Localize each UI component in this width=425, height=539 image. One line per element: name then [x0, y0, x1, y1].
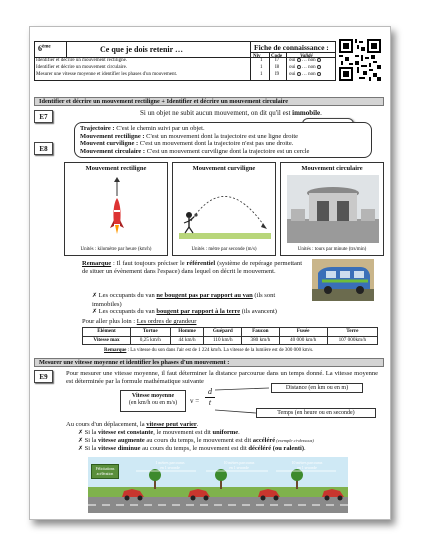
fiche-title: Fiche de connaissance : [254, 43, 329, 52]
segment-label: 10 mètres parcourus en 1 seconde [223, 461, 255, 470]
segment-label: 1 mètres parcourus en 1 seconde [155, 461, 185, 470]
objective-text: Identifier et décrire un mouvement circulaire. [36, 65, 128, 70]
speed-box: Vitesse moyenne (en km/h ou en m/s) [120, 390, 186, 412]
cross-icon: ✗ [78, 430, 84, 436]
cross-icon: ✗ [78, 438, 84, 444]
immobile-statement: Si un objet ne subit aucun mouvement, on dit qu'il est immobile. [140, 109, 322, 117]
e9-badge: E9 [34, 370, 53, 383]
phases-intro: Au cours d'un déplacement, la vitesse peut varier. [66, 421, 199, 428]
van-photo-icon [312, 259, 374, 301]
bullet-occupants-1: ✗ Les occupants du van ne bougent pas par rapport au van (ils sont immobiles) [92, 292, 276, 308]
phase-decelere: ✗ Si la vitesse diminue au cours du temps, le mouvement est dit décéléré (ou ralenti). [78, 445, 306, 452]
segment-label: 10 mètres parcourus en 1 seconde [291, 461, 323, 470]
speed-table [82, 327, 378, 345]
speed-equation: v = [190, 397, 200, 405]
cross-icon: ✗ [92, 293, 98, 299]
panel-circulaire: Mouvement circulaire Unités : tours par minute (trs/min) [280, 162, 384, 256]
col-niv: Niv [253, 54, 261, 59]
col-valide: Validé [300, 54, 313, 59]
fraction: d t [205, 387, 215, 408]
definitions-list [80, 125, 370, 155]
section-heading-1: Identifier et décrire un mouvement rectiligne + Identifier et décrire un mouvement circulaire [34, 97, 384, 106]
definition-item: Mouvement rectiligne : C'est un mouvement dont la trajectoire est une ligne droite [80, 132, 299, 140]
knowledge-sheet: 6ème Ce que je dois retenir … Fiche de connaissance : Niv Code Validé Identifier et décrire un mouvement rectiligne. Identifier et décrire un mouvement circulaire. Mesurer une vitesse moyenne et identifier les phases d'un mouvement. 1 1 1 I7 I8 I9 oui … non oui … non oui … non Identifier et décrire un mouvement rectiligne + Identifier et décrire un mouvement circulaire E7 Si un objet ne subit aucun mouvement, on dit qu'il est immobile. E8 Trajectoire : C'est le chemin suivi par un objet. Mouvement rectiligne : C'est un mouvement dont la trajectoire est une ligne droite Mouvent curviligne : C'est un mouvement dont la trajectoire n'est pas une droite. Mouvement circulaire : C'est un mouvement curviligne dont la trajectoire est un cercle Mouvement rectiligne Unités : kilomètre par heure (km/h) Mouvement curviligne Unités : mètre par seconde (m/s) Mouvement circulaire Unités : tours par minute (trs/min) Remarque : Il faut toujours préciser le référentiel (système de repérage permettant de situer un évènement dans l'espace) dans lequel on décrit le mouvement. ✗ Les occupants du van ne bougent pas par rapport au van (ils sont immobiles) ✗ Les occupants du van bougent par rapport à la terre (ils avancent) Élément Tortue Homme Guépard Faucon Fusée Terre Vitesse max 0,25 km/h 44 km/h 110 km/h 380 km/h 40 000 km/h 107 000km/h Pour aller plus loin : Les ordres de grandeur Remarque : La vitesse du son dans l'air est de 1 224 km/h. La vitesse de la lumière est de 300 000 km/s. Mesurer une vitesse moyenne et identifier les phases d'un mouvement : E9 Pour mesurer une vitesse moyenne, il faut déterminer la distance parcourue dans un temps donné. La vitesse moyenne est déterminée par la formule mathématique suivante Vitesse moyenne (en km/h ou en m/s) v = d t Distance (en km ou en m) Temps (en heure ou en seconde) Au cours d'un déplacement, la vitesse peut varier. ✗ Si la vitesse est constante, le mouvement est dit uniforme. ✗ Si la vitesse augmente au cours du temps, le mouvement est dit accéléré (exemple ci-dessous) ✗ Si la vitesse diminue au cours du temps, le mouvement est dit décéléré (ou ralenti). Félicitations acélération 1 mètres parcourus en 1 seconde 10 mètres parcourus en 1 seconde 10 mètres parcourus en 1 seconde [29, 26, 391, 520]
valide-choice[interactable]: oui … non [289, 58, 321, 64]
phase-uniforme: ✗ Si la vitesse est constante, le mouvement est dit uniforme. [78, 429, 240, 436]
panel-curviligne: Mouvement curviligne Unités : mètre par seconde (m/s) [172, 162, 276, 256]
speed-intro: Pour mesurer une vitesse moyenne, il faut déterminer la distance parcourue dans un temps donné. La vitesse moyenne est déterminée par la formule mathématique suivante [66, 370, 378, 385]
valide-choice[interactable]: oui … non [289, 72, 321, 78]
bullet-occupants-2: ✗ Les occupants du van bougent par rapport à la terre (ils avancent) [92, 308, 277, 315]
sign-board: Félicitations acélération [91, 464, 119, 479]
further-line: Pour aller plus loin : Les ordres de grandeur [82, 318, 197, 325]
page-title: Ce que je dois retenir … [100, 45, 184, 54]
table-row: Vitesse max 0,25 km/h 44 km/h 110 km/h 380 km/h 40 000 km/h 107 000km/h [83, 336, 378, 345]
roundabout-photo-icon [287, 175, 379, 243]
section-heading-2: Mesurer une vitesse moyenne et identifier les phases d'un mouvement : [34, 358, 384, 367]
col-code: Code [271, 54, 283, 59]
time-box: Temps (en heure ou en seconde) [256, 408, 376, 418]
table-header-row: Élément Tortue Homme Guépard Faucon Fusée Terre [83, 328, 378, 337]
phase-accelere: ✗ Si la vitesse augmente au cours du temps, le mouvement est dit accéléré (exemple ci-dessous) [78, 437, 314, 444]
remark-speed-of-sound: Remarque : La vitesse du son dans l'air est de 1 224 km/h. La vitesse de la lumière est de 300 000 km/s. [104, 348, 314, 353]
panel-rectiligne: Mouvement rectiligne Unités : kilomètre par heure (km/h) [64, 162, 168, 256]
e8-badge: E8 [34, 142, 53, 155]
distance-box: Distance (en km ou en m) [271, 383, 363, 393]
definition-item: Mouvement circulaire : C'est un mouvement curviligne dont la trajectoire est un cercle [80, 147, 310, 155]
cross-icon: ✗ [78, 446, 84, 452]
e7-badge: E7 [34, 110, 53, 123]
objective-text: Mesurer une vitesse moyenne et identifier les phases d'un mouvement. [36, 72, 178, 77]
valide-choice[interactable]: oui … non [289, 65, 321, 71]
rocket-icon [105, 176, 129, 240]
definition-item: Mouvent curviligne : C'est un mouvement dont la trajectoire n'est pas une droite. [80, 140, 294, 147]
qr-code-icon [339, 39, 381, 81]
cross-icon: ✗ [92, 309, 98, 315]
level-label: 6ème [38, 44, 51, 53]
remark-referentiel: Remarque : Il faut toujours préciser le référentiel (système de repérage permettant de situer un évènement dans l'espace) dans lequel on décrit le mouvement. [82, 260, 303, 275]
ball-throw-icon [177, 177, 273, 241]
objective-text: Identifier et décrire un mouvement rectiligne. [36, 58, 128, 63]
definition-item: Trajectoire : C'est le chemin suivi par un objet. [80, 125, 205, 132]
